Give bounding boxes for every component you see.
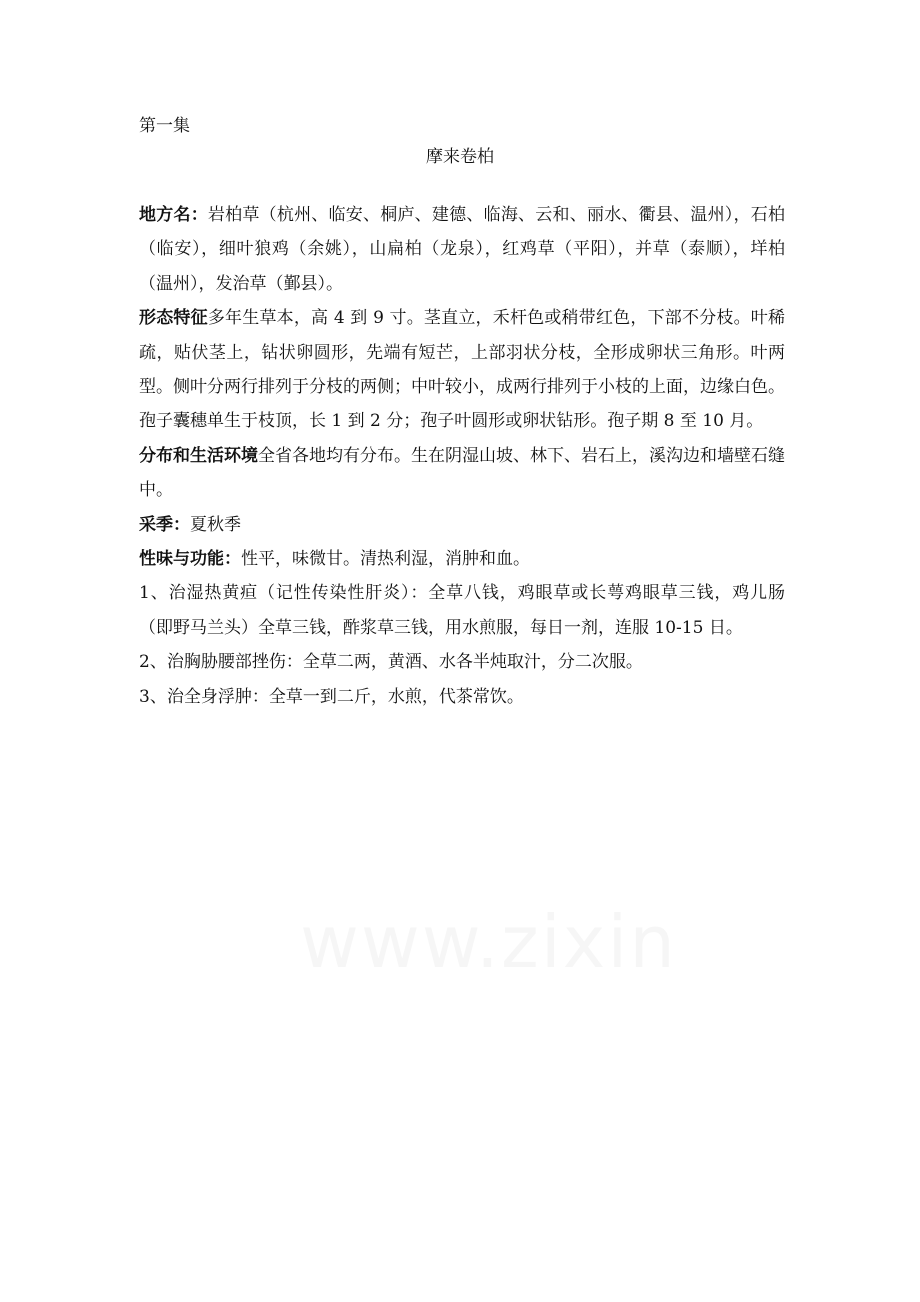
properties-paragraph xyxy=(139,542,785,576)
local-names-label: 地方名： xyxy=(139,205,208,225)
properties-label: 性味与功能： xyxy=(139,549,241,570)
morphology-text: 多年生草本，高 4 到 9 寸。茎直立，禾杆色或稍带红色，下部不分枝。叶稀疏，贴伏茎上，钻状卵圆形，先端有短芒，上部羽状分枝，全形成卵状三角形。叶两型。侧叶分两行排列于分枝的两侧；中叶较小，成两行排列于小枝的上面，边缘白色。孢子囊穗单生于枝顶，长 1 到 2 分；孢子叶圆形或卵状钻形。孢子期 8 至 10 月。 xyxy=(139,308,786,432)
volume-label: 第一集 xyxy=(139,116,190,136)
document-title: 摩来卷柏 xyxy=(426,147,494,167)
remedy-item: 3、治全身浮肿：全草一到二斤，水煎，代茶常饮。 xyxy=(139,686,524,707)
properties-text: 性平，味微甘。清热利湿，消肿和血。 xyxy=(241,549,530,570)
morphology-paragraph xyxy=(139,301,785,439)
season-text: 夏秋季 xyxy=(190,514,241,535)
document-body xyxy=(139,198,785,714)
morphology-label: 形态特征 xyxy=(139,308,208,329)
remedy-item: 1、治湿热黄疸（记性传染性肝炎）：全草八钱，鸡眼草或长萼鸡眼草三钱，鸡儿肠（即野马兰头）全草三钱，酢浆草三钱，用水煎服，每日一剂，连服 10-15 日。 xyxy=(139,583,785,638)
season-paragraph xyxy=(139,508,785,542)
distribution-label: 分布和生活环境 xyxy=(139,445,258,466)
local-names-text: 岩柏草（杭州、临安、桐庐、建德、临海、云和、丽水、衢县、温州），石柏（临安），细叶狼鸡（余姚），山扁柏（龙泉），红鸡草（平阳），并草（泰顺），垟柏（温州），发治草（鄞县）。 xyxy=(139,205,786,294)
watermark xyxy=(300,900,620,984)
remedy-item: 2、治胸胁腰部挫伤：全草二两，黄酒、水各半炖取汁，分二次服。 xyxy=(139,652,643,673)
season-label: 采季： xyxy=(139,514,190,535)
distribution-text: 全省各地均有分布。生在阴湿山坡、林下、岩石上，溪沟边和墙壁石缝中。 xyxy=(139,445,785,501)
local-names-paragraph xyxy=(139,198,785,301)
distribution-paragraph xyxy=(139,439,785,508)
